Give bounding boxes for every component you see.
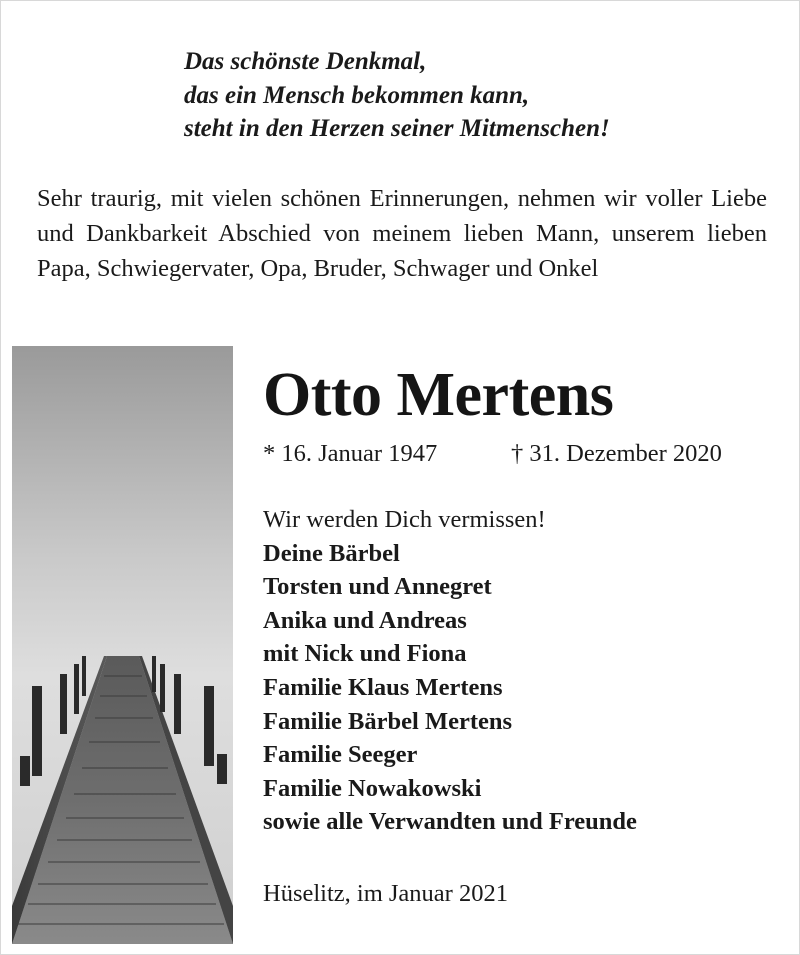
- mourners-lead: Wir werden Dich vermissen!: [263, 506, 546, 533]
- mourner-entry: Familie Klaus Mertens: [263, 673, 503, 701]
- deceased-name: Otto Mertens: [263, 361, 614, 429]
- mourner-entry: Familie Nowakowski: [263, 774, 482, 802]
- quote-line: steht in den Herzen seiner Mitmenschen!: [184, 115, 610, 142]
- birth-date: * 16. Januar 1947: [263, 440, 438, 467]
- death-date: † 31. Dezember 2020: [511, 440, 722, 467]
- farewell-text: Sehr traurig, mit vielen schönen Erinnerungen, nehmen wir voller Liebe und Dankbarkeit Abschied von meinem lieben Mann, unserem lieben Papa, Schwiegervater, Opa, Bruder, Schwager und Onkel: [37, 185, 767, 282]
- jetty-photo: [12, 346, 233, 944]
- memorial-quote: [184, 45, 610, 146]
- place-and-date: Hüselitz, im Januar 2021: [263, 880, 508, 907]
- mourner-entry: Deine Bärbel: [263, 539, 400, 567]
- quote-line: Das schönste Denkmal,: [184, 48, 427, 75]
- mourners-list: [263, 503, 637, 839]
- mourner-entry: Familie Bärbel Mertens: [263, 707, 513, 735]
- mourner-entry: Familie Seeger: [263, 741, 418, 769]
- mourner-entry: sowie alle Verwandten und Freunde: [263, 808, 637, 836]
- mourner-entry: mit Nick und Fiona: [263, 640, 467, 668]
- mourner-entry: Torsten und Annegret: [263, 573, 492, 601]
- quote-line: das ein Mensch bekommen kann,: [184, 81, 530, 109]
- mourner-entry: Anika und Andreas: [263, 606, 467, 634]
